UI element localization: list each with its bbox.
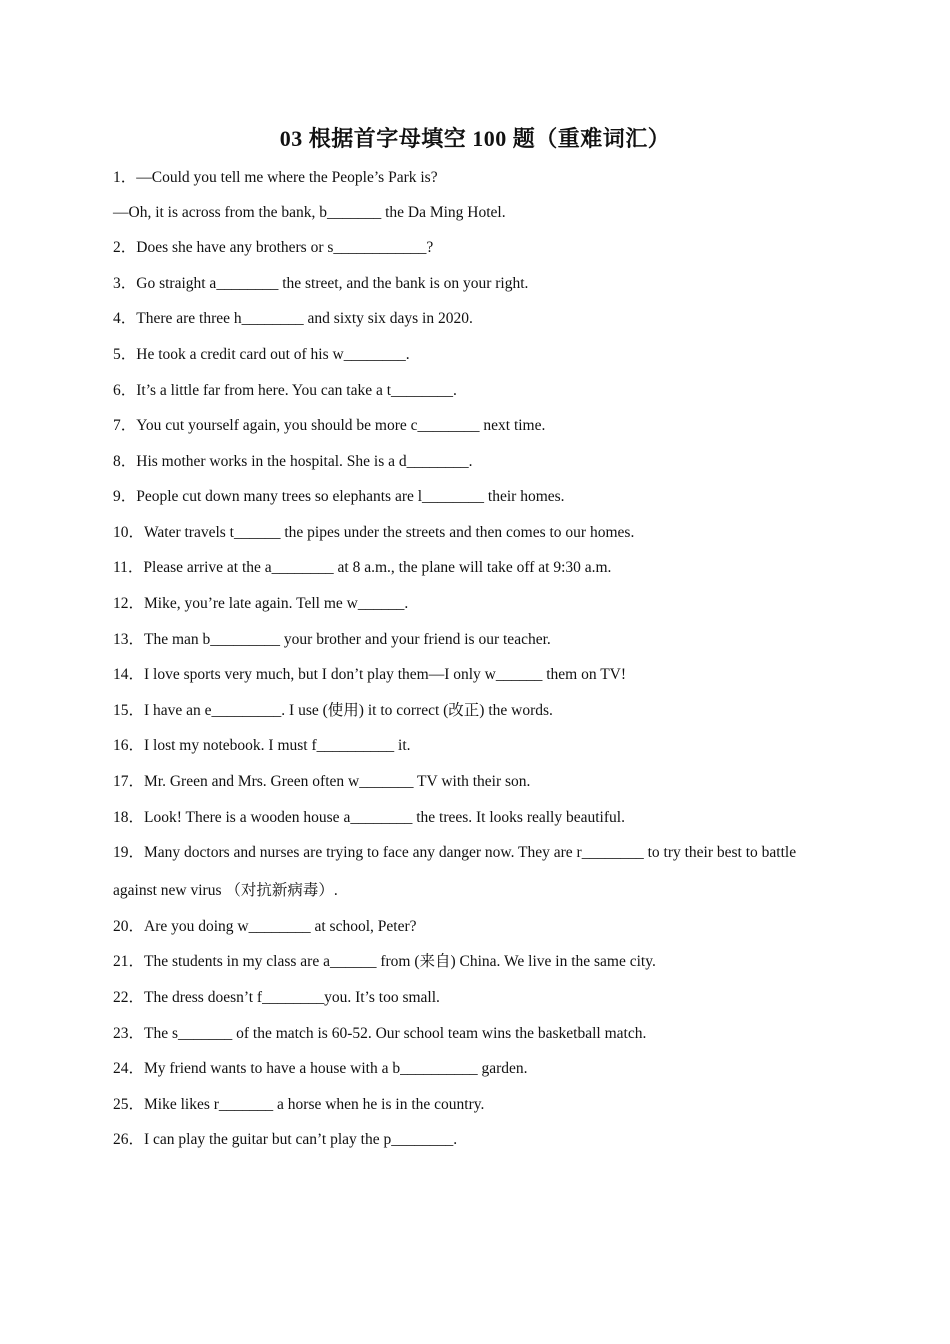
question-line: 21．The students in my class are a______ from (来自) China. We live in the same city.: [113, 953, 656, 970]
question-line: 6．It’s a little far from here. You can take a t________.: [113, 382, 457, 399]
page-title: 03 根据首字母填空 100 题（重难词汇）: [279, 126, 671, 151]
question-line: 18．Look! There is a wooden house a________ the trees. It looks really beautiful.: [113, 809, 625, 826]
question-line: 11．Please arrive at the a________ at 8 a.m., the plane will take off at 9:30 a.m.: [113, 559, 612, 576]
question-line: 20．Are you doing w________ at school, Peter?: [113, 918, 417, 935]
question-line: 9．People cut down many trees so elephants are l________ their homes.: [113, 488, 565, 505]
question-line: 12．Mike, you’re late again. Tell me w______.: [113, 595, 409, 612]
question-line: 1．—Could you tell me where the People’s Park is?: [113, 169, 438, 186]
question-line: against new virus （对抗新病毒）.: [113, 882, 338, 899]
question-line: 8．His mother works in the hospital. She is a d________.: [113, 453, 473, 470]
question-line: 2．Does she have any brothers or s____________?: [113, 239, 434, 256]
question-line: 19．Many doctors and nurses are trying to face any danger now. They are r________ to try their best to battle: [113, 844, 797, 861]
question-line: —Oh, it is across from the bank, b_______ the Da Ming Hotel.: [113, 204, 506, 221]
question-line: 25．Mike likes r_______ a horse when he is in the country.: [113, 1096, 485, 1113]
question-line: 17．Mr. Green and Mrs. Green often w_______ TV with their son.: [113, 773, 531, 790]
question-line: 14．I love sports very much, but I don’t play them—I only w______ them on TV!: [113, 666, 627, 683]
question-line: 22．The dress doesn’t f________you. It’s too small.: [113, 989, 440, 1006]
question-line: 13．The man b_________ your brother and your friend is our teacher.: [113, 631, 551, 648]
question-line: 16．I lost my notebook. I must f__________ it.: [113, 737, 411, 754]
question-line: 26．I can play the guitar but can’t play the p________.: [113, 1131, 458, 1148]
question-line: 3．Go straight a________ the street, and the bank is on your right.: [113, 275, 529, 292]
question-line: 24．My friend wants to have a house with a b__________ garden.: [113, 1060, 528, 1077]
question-line: 5．He took a credit card out of his w________.: [113, 346, 410, 363]
question-line: 4．There are three h________ and sixty six days in 2020.: [113, 310, 473, 327]
question-line: 10．Water travels t______ the pipes under the streets and then comes to our homes.: [113, 524, 635, 541]
question-line: 15．I have an e_________. I use (使用) it to correct (改正) the words.: [113, 702, 553, 719]
question-line: 7．You cut yourself again, you should be more c________ next time.: [113, 417, 546, 434]
question-line: 23．The s_______ of the match is 60-52. Our school team wins the basketball match.: [113, 1025, 647, 1042]
